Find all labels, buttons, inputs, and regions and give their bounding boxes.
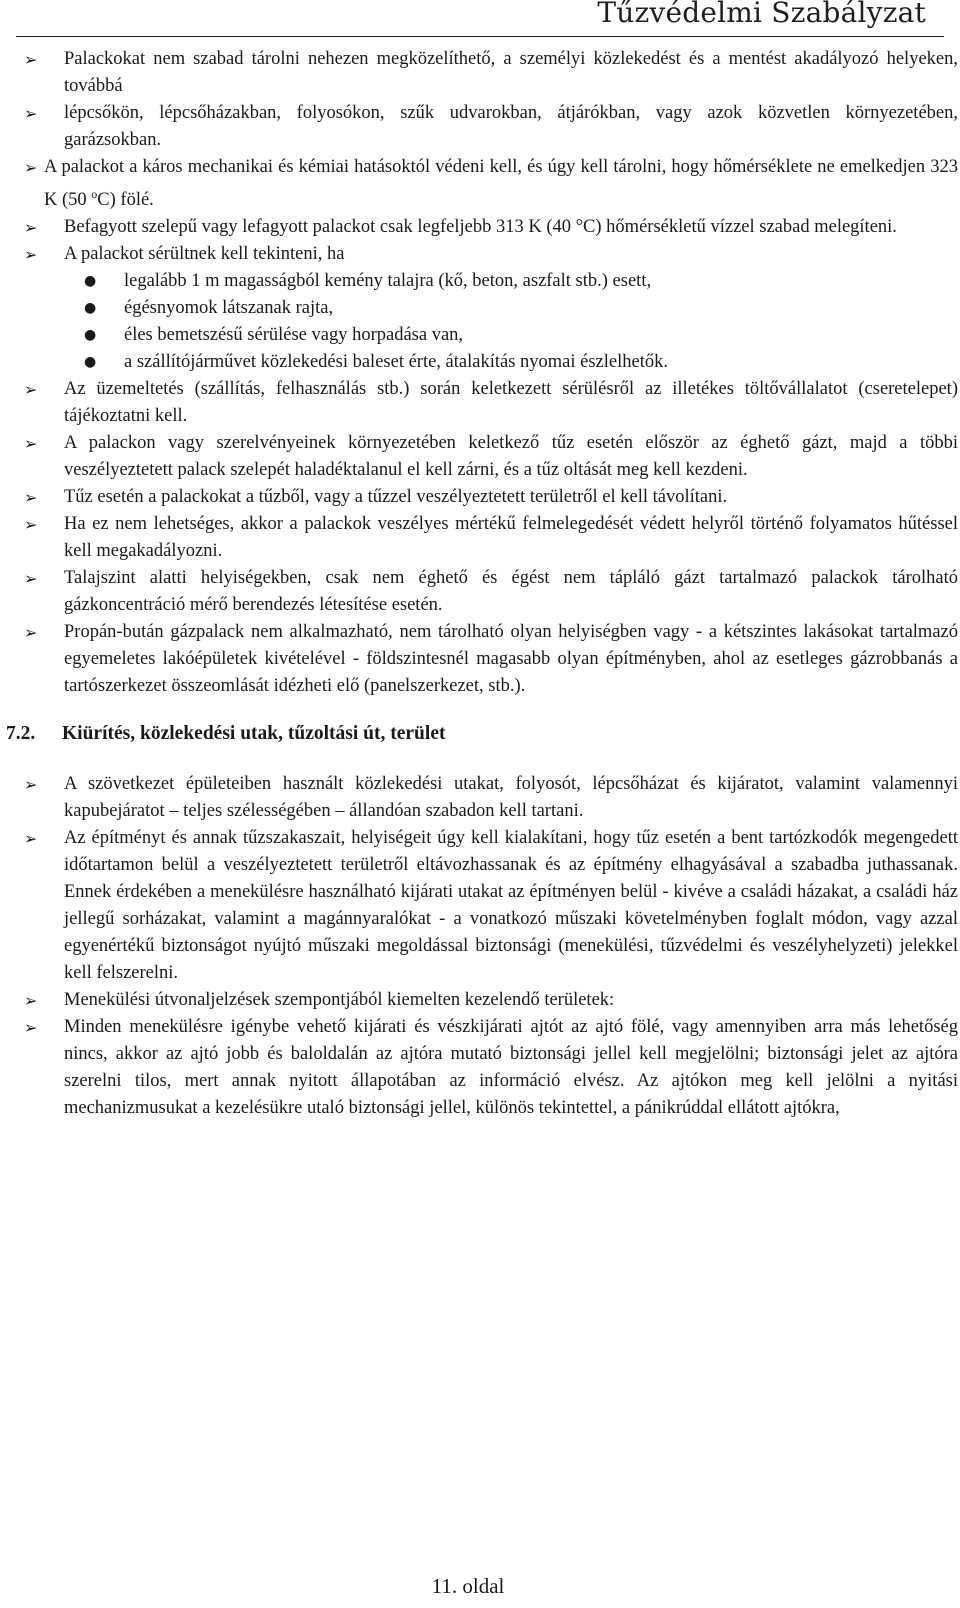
arrow-bullet-icon: ➢ <box>24 623 38 643</box>
damage-criteria-list <box>24 268 958 376</box>
degree-superscript: o <box>91 187 98 201</box>
list-item-text: Ha ez nem lehetséges, akkor a palackok veszélyes mértékű felmelegedését védett helyről történő folyamatos hűtéssel kell megakadályozni. <box>64 514 958 562</box>
document-body <box>6 46 958 1122</box>
list-item-text: Az üzemeltetés (szállítás, felhasználás stb.) során keletkezett sérülésről az illetékes töltővállalatot (cseretelepet) tájékoztatni kell. <box>64 379 958 427</box>
list-item-text: A palackon vagy szerelvényeinek környezetében keletkező tűz esetén először az éghető gázt, majd a többi veszélyeztetett palack szelepét haladéktalanul el kell zárni, és a tűz oltását meg kell kezdeni. <box>64 433 958 481</box>
list-item-text: lépcsőkön, lépcsőházakban, folyosókon, szűk udvarokban, átjárókban, vagy azok közvetlen környezetében, garázsokban. <box>64 103 958 150</box>
list-item <box>24 987 958 1014</box>
list-item <box>24 619 958 700</box>
sub-list-item <box>24 295 958 322</box>
sub-list-item-text: éles bemetszésű sérülése vagy horpadása van, <box>124 325 464 346</box>
sub-list-item-text: égésnyomok látszanak rajta, <box>124 298 334 319</box>
list-item-text: Talajszint alatti helyiségekben, csak nem éghető és égést nem tápláló gázt tartalmazó palackok tárolható gázkoncentráció mérő berendezés létesítése esetén. <box>64 568 958 616</box>
arrow-bullet-icon: ➢ <box>24 158 38 177</box>
list-item-text: A szövetkezet épületeiben használt közlekedési utakat, folyosót, lépcsőházat és kijáratot, valamint valamennyi kapubejáratot – teljes szélességében – állandóan szabadon kell tartani. <box>64 774 958 822</box>
list-item <box>24 376 958 430</box>
arrow-bullet-icon: ➢ <box>24 380 38 400</box>
list-item <box>24 825 958 987</box>
arrow-bullet-icon: ➢ <box>24 829 38 849</box>
arrow-bullet-icon: ➢ <box>24 434 38 454</box>
dot-bullet-icon: ● <box>84 327 97 344</box>
arrow-bullet-icon: ➢ <box>24 104 38 123</box>
list-item-text: Tűz esetén a palackokat a tűzből, vagy a tűzzel veszélyeztetett területről el kell távolítani. <box>64 487 728 508</box>
list-item <box>24 100 958 154</box>
list-item <box>24 46 958 100</box>
list-item <box>24 565 958 619</box>
list-item <box>24 771 958 825</box>
arrow-bullet-icon: ➢ <box>24 50 38 69</box>
arrow-bullet-icon: ➢ <box>24 245 38 265</box>
list-item-text: Menekülési útvonaljelzések szempontjából kiemelten kezelendő területek: <box>64 990 615 1011</box>
section-title: Kiürítés, közlekedési utak, tűzoltási út, terület <box>62 723 446 745</box>
sub-list-item <box>24 322 958 349</box>
list-item-text: A palackot sérültnek kell tekinteni, ha <box>64 244 345 265</box>
list-item <box>24 1014 958 1122</box>
arrow-bullet-icon: ➢ <box>24 218 38 238</box>
sub-list-item-text: a szállítójárművet közlekedési baleset érte, átalakítás nyomai észlelhetők. <box>124 352 668 373</box>
dot-bullet-icon: ● <box>84 354 97 371</box>
list-item-text: Minden menekülésre igénybe vehető kijárati és vészkijárati ajtót az ajtó fölé, vagy amennyiben arra más lehetőség nincs, akkor az ajtó jobb és baloldalán az ajtóra mutató biztonsági jellel kell megjelölni; biztonsági jelet az ajtóra szerelni tilos, mert annak nyitott állapotában az információ elvész. Az ajtókon meg kell jelölni a nyitási mechanizmusukat a kezelésükre utaló biztonsági jellel, különös tekintettel, a pánikrúddal ellátott ajtókra, <box>64 1017 958 1119</box>
arrow-bullet-icon: ➢ <box>24 775 38 795</box>
list-item-text: A palackot a káros mechanikai és kémiai hatásoktól védeni kell, és úgy kell tárolni, hogy hőmérséklete ne emelkedjen 323 K (50 <box>44 157 958 211</box>
section-heading <box>6 720 940 747</box>
list-item <box>24 484 958 511</box>
arrow-bullet-icon: ➢ <box>24 515 38 535</box>
document-header-title: Tűzvédelmi Szabályzat <box>597 0 926 29</box>
list-item <box>24 511 958 565</box>
list-item <box>24 241 958 268</box>
list-item-text: Propán-bután gázpalack nem alkalmazható, nem tárolható olyan helyiségben vagy - a kétszintes lakásokat tartalmazó egyemeletes lakóépületek kivételével - földszintesnél magasabb olyan építményben, ahol az esetleges gázrobbanás a tartószerkezet összeomlását idézheti elő (panelszerkezet, stb.). <box>64 622 958 697</box>
arrow-bullet-icon: ➢ <box>24 569 38 589</box>
dot-bullet-icon: ● <box>84 273 97 290</box>
dot-bullet-icon: ● <box>84 300 97 317</box>
sub-list-item-text: legalább 1 m magasságból kemény talajra (kő, beton, aszfalt stb.) esett, <box>124 271 652 292</box>
sub-list-item <box>24 268 958 295</box>
list-item <box>24 430 958 484</box>
sub-list-item <box>24 349 958 376</box>
section-number: 7.2. <box>6 723 36 745</box>
page-number: 11. oldal <box>431 1574 505 1598</box>
arrow-bullet-icon: ➢ <box>24 1018 38 1038</box>
list-item <box>24 154 958 214</box>
list-item <box>24 214 958 241</box>
list-item-text: Palackokat nem szabad tárolni nehezen megközelíthető, a személyi közlekedést és a mentést akadályozó helyeken, továbbá <box>64 49 958 96</box>
arrow-bullet-icon: ➢ <box>24 488 38 508</box>
header-divider <box>16 36 944 37</box>
list-item-text: Az építményt és annak tűzszakaszait, helyiségeit úgy kell kialakítani, hogy tűz esetén a bent tartózkodók megengedett időtartamon belül a veszélyeztetett területről eltávozhassanak és az építmény elhagyásával a szabadba juthassanak. Ennek érdekében a menekülésre használható kijárati utakat az építményen belül - kivéve a családi házakat, a családi ház jellegű sorházakat, valamint a magánnyaralókat - a vonatkozó műszaki követelményben foglalt módon, vagy azzal egyenértékű biztonságot nyújtó műszaki megoldással biztonsági (menekülési, tűzvédelmi és veszélyhelyzeti) jelekkel kell felszerelni. <box>64 828 958 984</box>
arrow-bullet-icon: ➢ <box>24 991 38 1011</box>
list-item-text: C) fölé. <box>97 190 154 211</box>
list-item-text: Befagyott szelepű vagy lefagyott palackot csak legfeljebb 313 K (40 °C) hőmérsékletű vízzel szabad melegíteni. <box>64 217 897 238</box>
